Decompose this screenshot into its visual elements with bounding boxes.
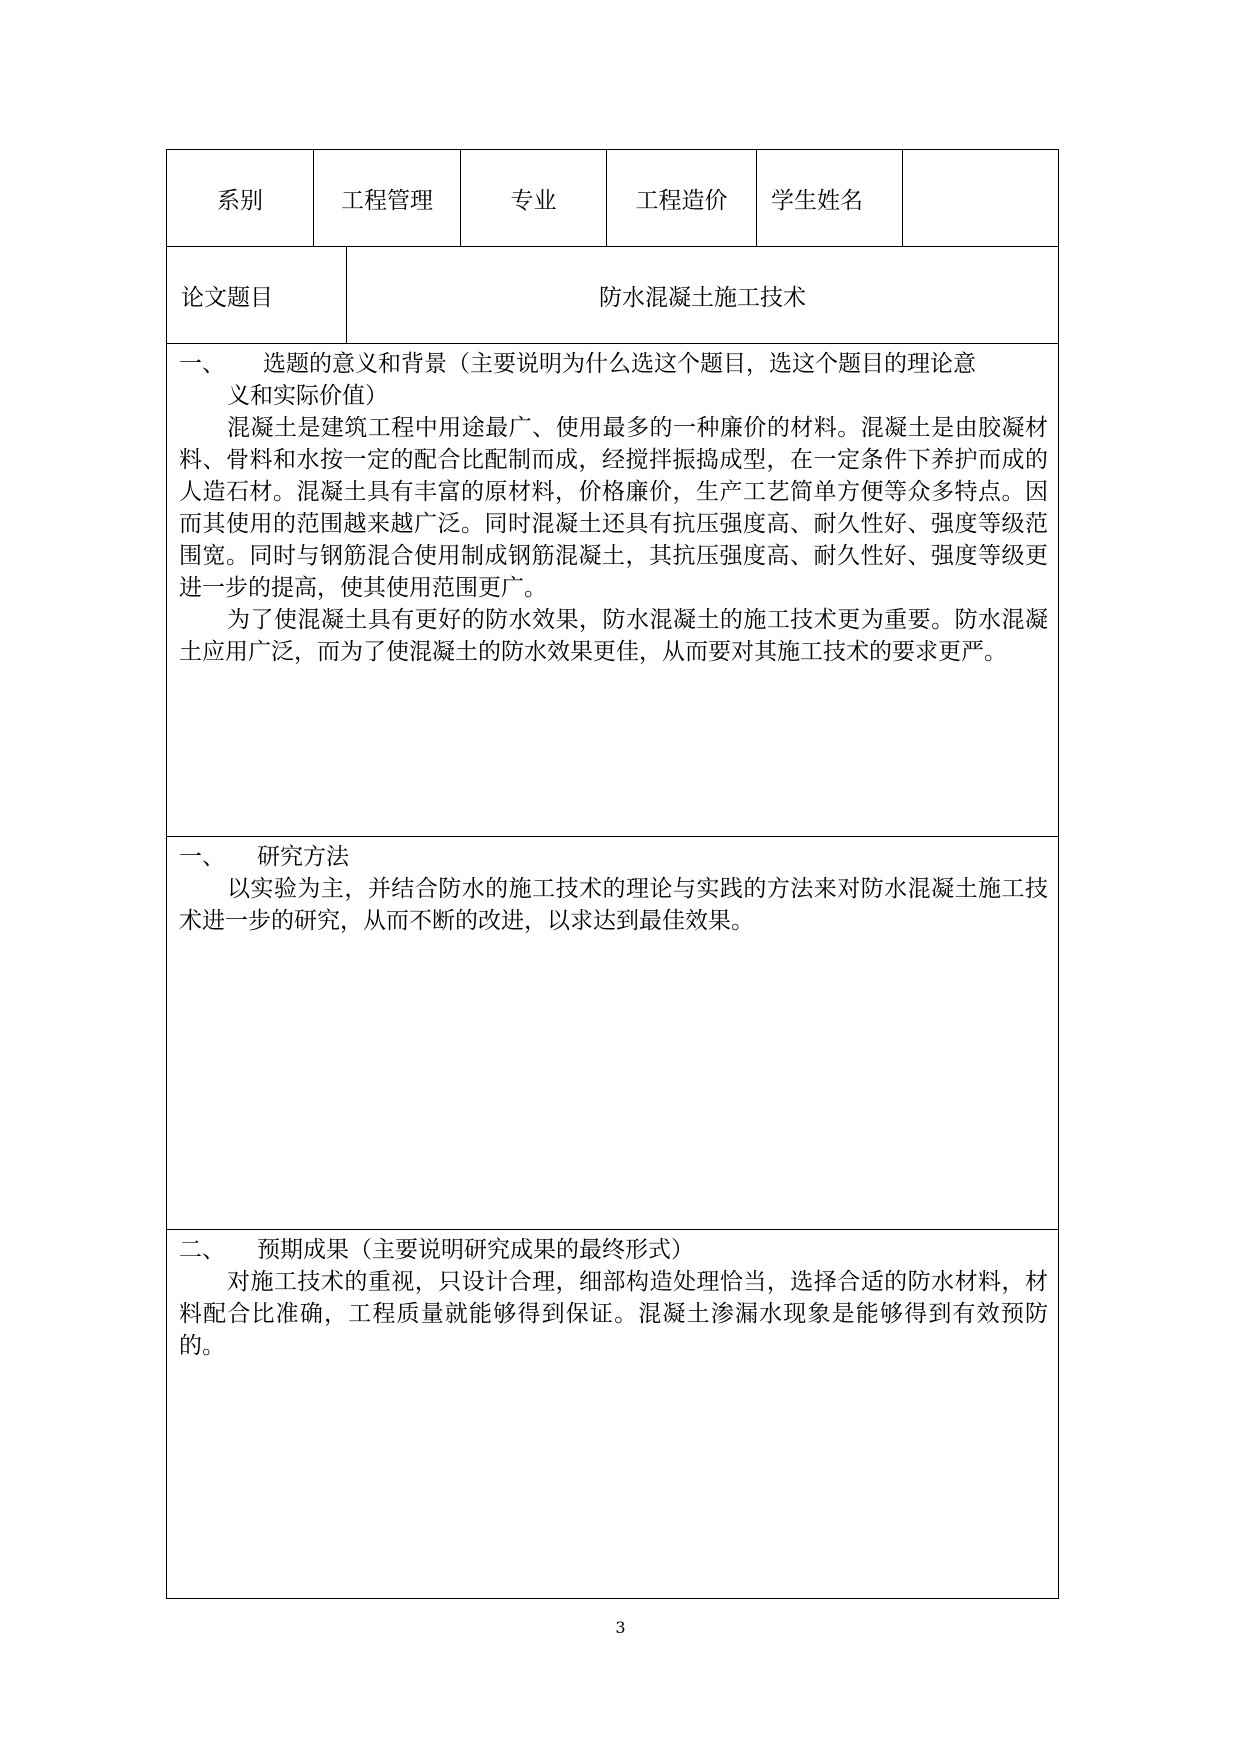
- section-heading-continuation: 义和实际价值）: [227, 383, 388, 409]
- paragraph: 对施工技术的重视，只设计合理，细部构造处理恰当，选择合适的防水材料，材料配合比准确，工程质量就能够得到保证。混凝土渗漏水现象是能够得到有效预防的。: [179, 1269, 1048, 1359]
- section-outcome: [167, 1230, 1059, 1599]
- section-number: 二、: [179, 1237, 225, 1263]
- thesis-title-row: [167, 247, 1059, 344]
- section-outcome-row: [167, 1230, 1059, 1599]
- section-number: 一、: [179, 844, 225, 870]
- section-heading: [179, 1234, 1048, 1266]
- section-method: [167, 837, 1059, 1230]
- info-row: [167, 150, 1059, 247]
- thesis-title-value: 防水混凝土施工技术: [347, 247, 1059, 344]
- department-value: 工程管理: [314, 150, 461, 247]
- proposal-form-table: [166, 149, 1059, 1599]
- paragraph: 为了使混凝土具有更好的防水效果，防水混凝土的施工技术更为重要。防水混凝土应用广泛，而为了使混凝土的防水效果更佳，从而要对其施工技术的要求更严。: [179, 607, 1048, 665]
- thesis-title-label: 论文题目: [167, 247, 347, 344]
- section-background-row: [167, 344, 1059, 837]
- major-value: 工程造价: [607, 150, 757, 247]
- page-number: 3: [615, 1618, 626, 1637]
- paragraph: 混凝土是建筑工程中用途最广、使用最多的一种廉价的材料。混凝土是由胶凝材料、骨料和水按一定的配合比配制而成，经搅拌振捣成型，在一定条件下养护而成的人造石材。混凝土具有丰富的原材料，价格廉价，生产工艺简单方便等众多特点。因而其使用的范围越来越广泛。同时混凝土还具有抗压强度高、耐久性好、强度等级范围宽。同时与钢筋混合使用制成钢筋混凝土，其抗压强度高、耐久性好、强度等级更进一步的提高，使其使用范围更广。: [179, 415, 1048, 601]
- section-method-row: [167, 837, 1059, 1230]
- department-label: 系别: [167, 150, 314, 247]
- paragraph: 以实验为主，并结合防水的施工技术的理论与实践的方法来对防水混凝土施工技术进一步的研究，从而不断的改进，以求达到最佳效果。: [179, 876, 1048, 934]
- section-heading: [179, 841, 1048, 873]
- section-heading-text: 预期成果（主要说明研究成果的最终形式）: [257, 1237, 694, 1263]
- section-heading-text: 选题的意义和背景（主要说明为什么选这个题目，选这个题目的理论意: [263, 351, 976, 377]
- section-background: [167, 344, 1059, 837]
- student-name-value: [903, 150, 1059, 247]
- student-name-label: 学生姓名: [757, 150, 903, 247]
- section-heading: [179, 348, 1048, 412]
- section-heading-text: 研究方法: [257, 844, 349, 870]
- major-label: 专业: [461, 150, 607, 247]
- section-number: 一、: [179, 351, 225, 377]
